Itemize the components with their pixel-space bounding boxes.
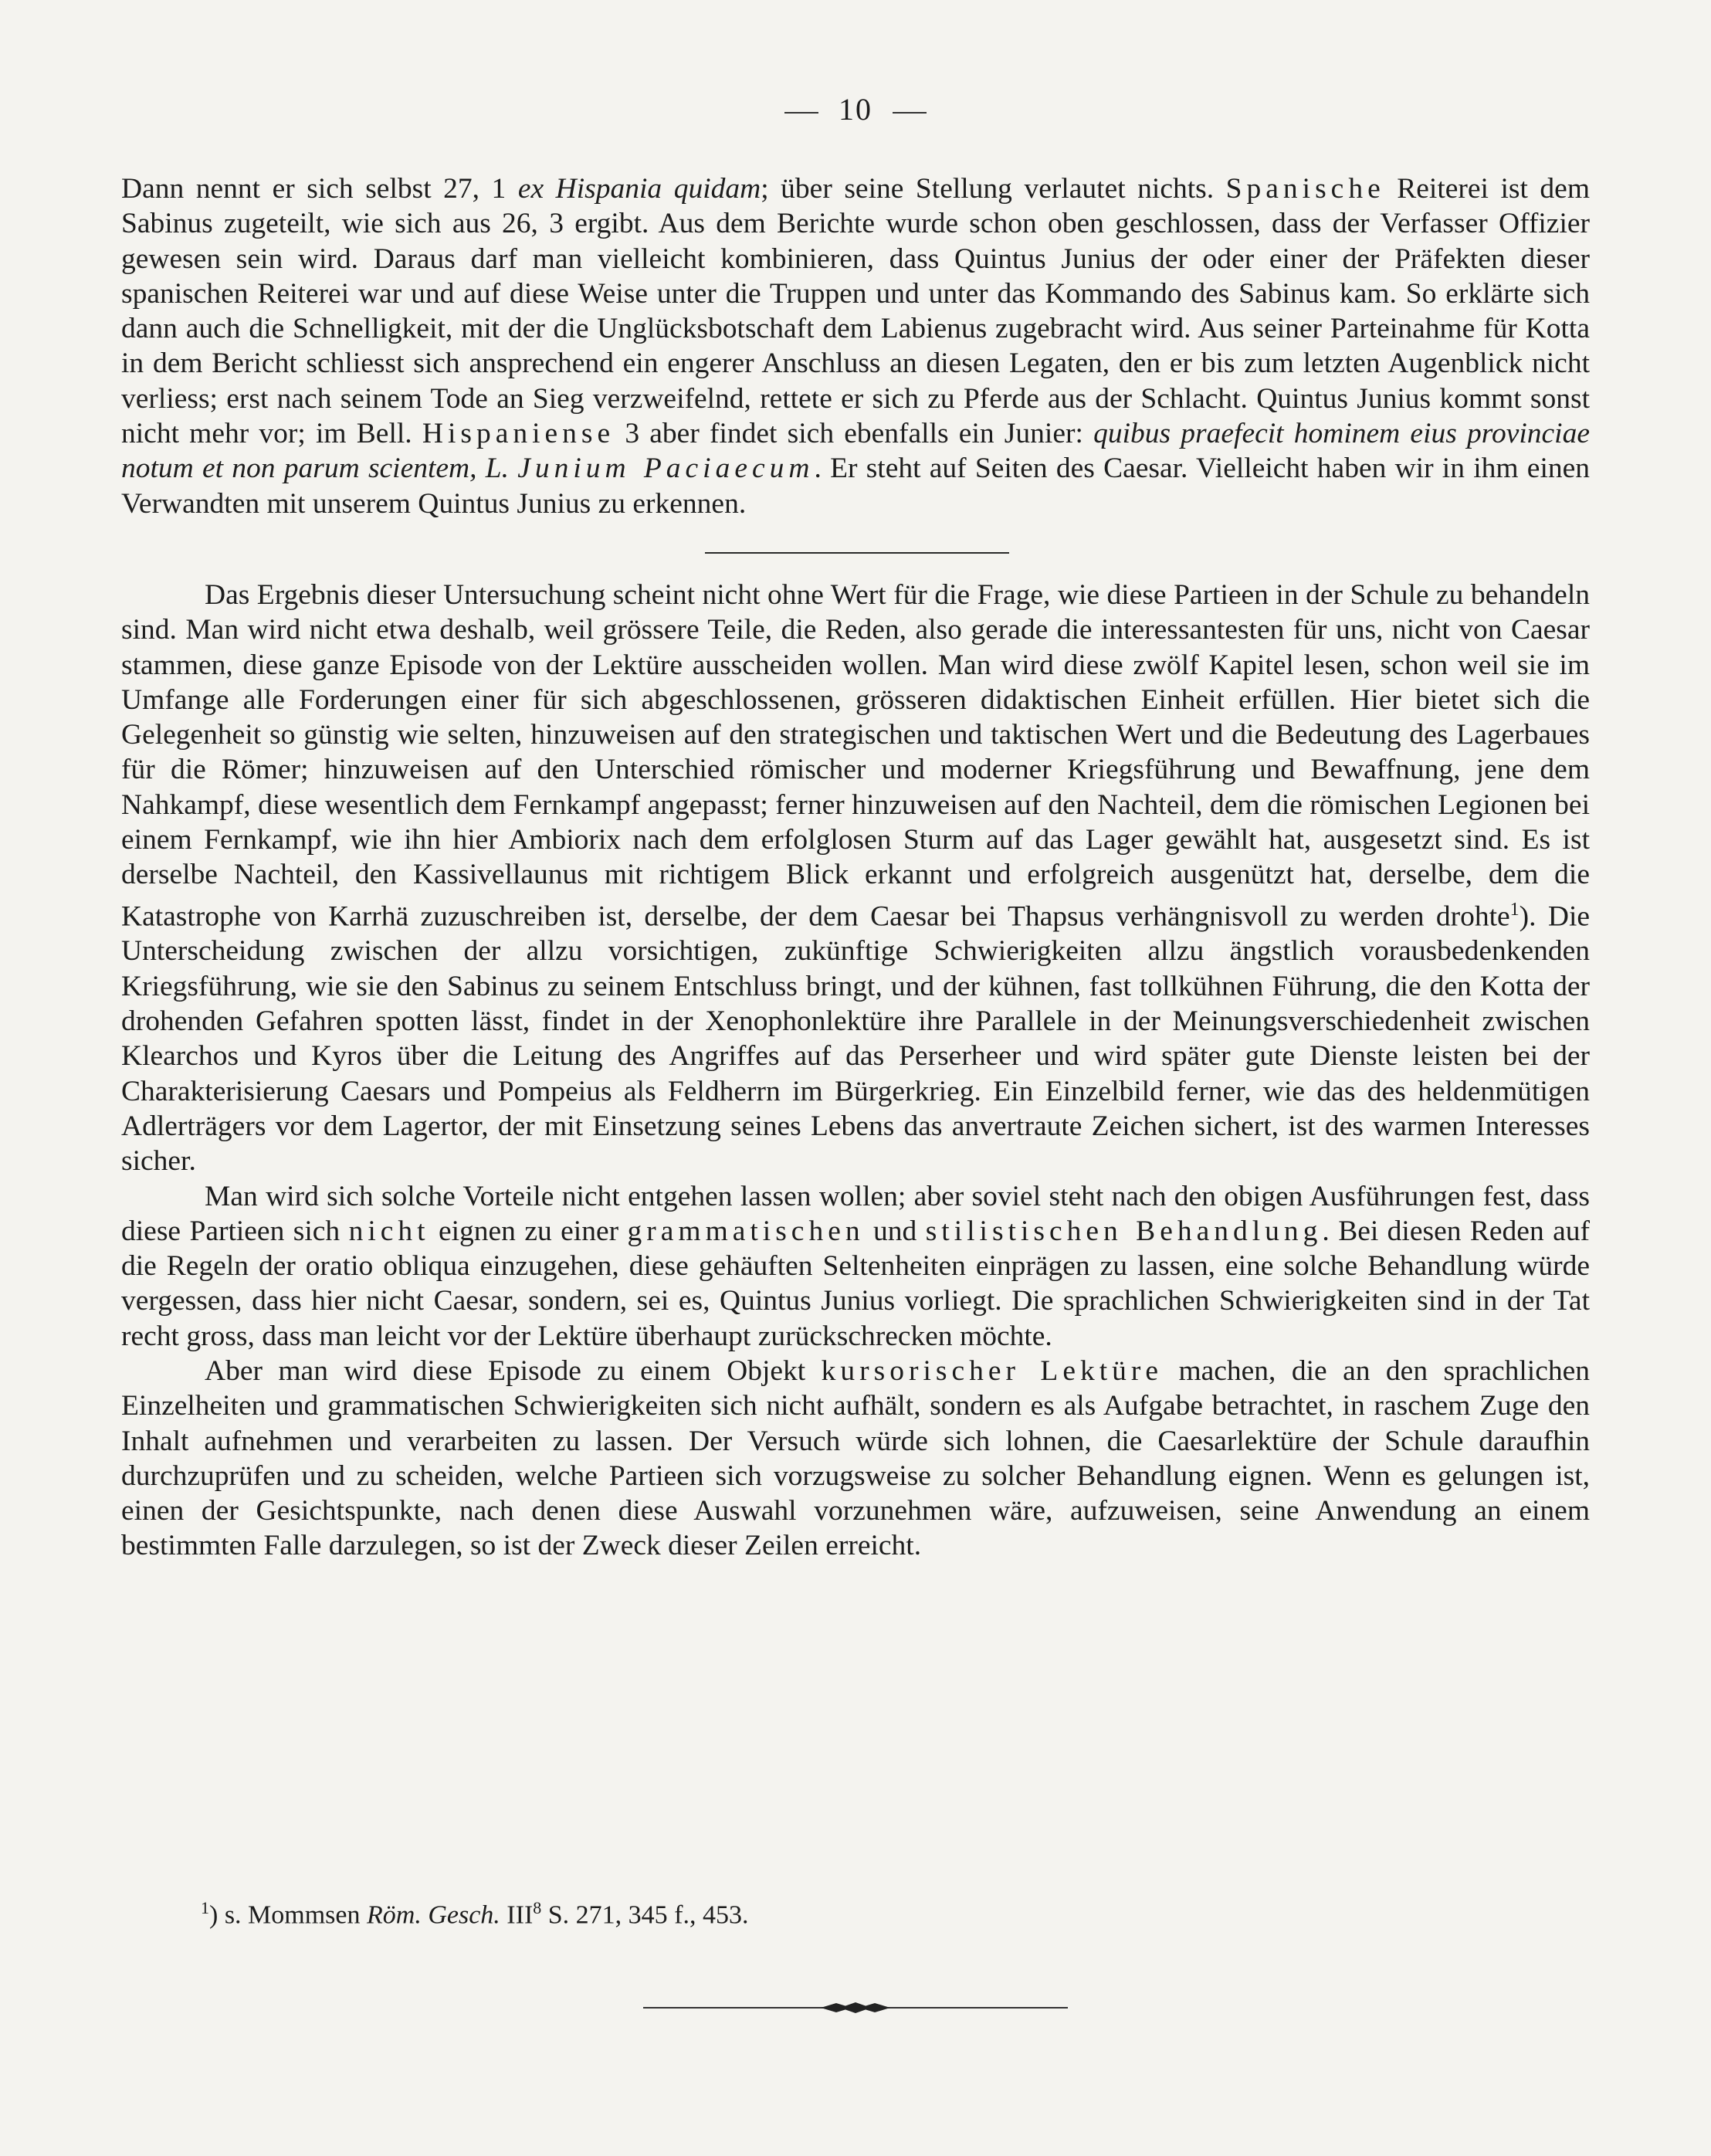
- emphasis-spaced: Spanische: [1225, 173, 1385, 205]
- text-run: . Er steht auf Seiten des Caesar. Vielleicht haben wir in ihm einen Verwandten mit unserem Quintus Junius zu erkennen.: [121, 453, 1591, 520]
- text-run: und: [864, 1215, 926, 1247]
- paragraph-1: [121, 171, 1590, 521]
- text-run: ; über seine Stellung verlautet nichts.: [761, 173, 1226, 205]
- end-ornament-icon: [643, 2000, 1068, 2015]
- paragraph-4: [121, 1354, 1590, 1564]
- emphasis-spaced: Hispaniense: [422, 418, 615, 450]
- text-run: Reiterei ist dem Sabinus zugeteilt, wie sich aus 26, 3 ergibt. Aus dem Berichte wurde schon oben geschlossen, dass der Verfasser Offizier gewesen sein wird. Daraus darf man vielleicht kombinieren, dass Quintus Junius der oder einer der Präfekten dieser spanischen Reiterei war und auf diese Weise unter die Truppen und unter das Kommando des Sabinus kam. So erklärte sich dann auch die Schnelligkeit, mit der die Unglücksbotschaft dem Labienus zugebracht wird. Aus seiner Parteinahme für Kotta in dem Bericht schliesst sich ansprechend ein engerer Anschluss an diesen Legaten, den er bis zum letzten Augenblick nicht verliess; erst nach seinem Tode an Sieg verzweifelnd, rettete er sich zu Pferde aus der Schlacht. Quintus Junius kommt sonst nicht mehr vor; im Bell.: [121, 173, 1590, 450]
- footnote-mark: 1: [201, 1898, 209, 1917]
- text-run: 3 aber findet sich ebenfalls ein Junier:: [615, 418, 1094, 450]
- page-number: [0, 91, 1711, 127]
- footnote-title: Röm. Gesch.: [367, 1900, 500, 1930]
- body-text: [121, 171, 1590, 1564]
- footnote: [201, 1892, 1591, 1931]
- text-run: eignen zu einer: [429, 1215, 628, 1247]
- section-divider: [121, 535, 1590, 570]
- text-run: III: [500, 1900, 534, 1930]
- paragraph-3: [121, 1179, 1590, 1354]
- text-run: machen, die an den sprachlichen Einzelheiten und grammatischen Schwierigkeiten sich nicht aufhält, sondern es als Aufgabe betrachtet, in raschem Zuge den Inhalt aufnehmen und verarbeiten zu lassen. Der Versuch würde sich lohnen, die Caesarlektüre der Schule daraufhin durchzuprüfen und zu scheiden, welche Partieen sich vorzugsweise zu solcher Behandlung eignen. Wenn es gelungen ist, einen der Gesichtspunkte, nach denen diese Auswahl vorzunehmen wäre, aufzuweisen, seine Anwendung an einem bestimmten Falle darzulegen, so ist der Zweck dieser Zeilen erreicht.: [121, 1355, 1590, 1562]
- latin-name: Junium Paciaecum: [517, 453, 815, 485]
- text-run: Dann nennt er sich selbst 27, 1: [121, 173, 518, 205]
- page-number-dash-left: [784, 112, 818, 114]
- text-run: . Bei diesen Reden auf die Regeln der oratio obliqua einzugehen, diese gehäuften Seltenheiten einprägen zu lassen, eine solche Behandlung würde vergessen, dass hier nicht Caesar, sondern, sei es, Quintus Junius vorliegt. Die sprachlichen Schwierigkeiten sind in der Tat recht gross, dass man leicht vor der Lektüre überhaupt zurückschrecken möchte.: [121, 1215, 1590, 1352]
- latin-quote: ex Hispania quidam: [517, 173, 761, 205]
- text-run: ). Die Unterscheidung zwischen der allzu vorsichtigen, zukünftige Schwierigkeiten allzu ängstlich vorausbedenkenden Kriegsführung, wie sie den Sabinus zu seinem Entschluss bringt, und der kühnen, fast tollkühnen Führung, die den Kotta der drohenden Gefahren spotten lässt, findet in der Xenophonlektüre ihre Parallele in der Meinungsverschiedenheit zwischen Klearchos und Kyros über die Leitung des Angriffes auf das Perserheer und wird später gute Dienste leisten bei der Charakterisierung Caesars und Pompeius als Feldherrn im Bürgerkrieg. Ein Einzelbild ferner, wie das des heldenmütigen Adlerträgers vor dem Lagertor, der mit Einsetzung seines Lebens das anvertraute Zeichen sichert, ist des warmen Interesses sicher.: [121, 900, 1591, 1178]
- emphasis-spaced: nicht: [348, 1215, 430, 1247]
- text-run: ) s. Mommsen: [209, 1900, 367, 1930]
- text-run: Das Ergebnis dieser Untersuchung scheint nicht ohne Wert für die Frage, wie diese Partieen in der Schule zu behandeln sind. Man wird nicht etwa deshalb, weil grössere Teile, die Reden, also gerade die interessantesten für uns, nicht von Caesar stammen, diese ganze Episode von der Lektüre ausscheiden wollen. Man wird diese zwölf Kapitel lesen, schon weil sie im Umfange alle Forderungen einer für sich abgeschlossenen, grösseren didaktischen Einheit erfüllen. Hier bietet sich die Gelegenheit so günstig wie selten, hinzuweisen auf den strategischen und taktischen Wert und die Bedeutung des Lagerbaues für die Römer; hinzuweisen auf den Unterschied römischer und moderner Kriegsführung und Bewaffnung, jene dem Nahkampf, diese wesentlich dem Fernkampf angepasst; ferner hinzuweisen auf den Nachteil, dem die römischen Legionen bei einem Fernkampf, wie ihn hier Ambiorix nach dem erfolglosen Sturm auf das Lager gewählt hat, ausgesetzt sind. Es ist derselbe Nachteil, den Kassivellaunus mit richtigem Blick erkannt und erfolgreich ausgenützt hat, derselbe, dem die Katastrophe von Karrhä zuzuschreiben ist, derselbe, der dem Caesar bei Thapsus verhängnisvoll zu werden drohte: [121, 578, 1590, 933]
- footnote-reference: 1: [1509, 899, 1520, 920]
- page-number-value: 10: [839, 92, 872, 127]
- text-run: Aber man wird diese Episode zu einem Objekt: [205, 1355, 822, 1387]
- emphasis-spaced: stilistischen Behandlung: [925, 1215, 1323, 1247]
- edition-number: 8: [533, 1898, 542, 1917]
- latin-quote: quibus praefecit hominem eius provinciae notum et non parum scientem, L.: [121, 418, 1590, 485]
- emphasis-spaced: kursorischer Lektüre: [821, 1355, 1164, 1387]
- text-run: Man wird sich solche Vorteile nicht entgehen lassen wollen; aber soviel steht nach den obigen Ausführungen fest, dass diese Partieen sich: [121, 1180, 1590, 1247]
- emphasis-spaced: grammatischen: [627, 1215, 865, 1247]
- paragraph-2: [121, 578, 1590, 1179]
- page-number-dash-right: [893, 112, 927, 114]
- text-run: S. 271, 345 f., 453.: [541, 1900, 749, 1930]
